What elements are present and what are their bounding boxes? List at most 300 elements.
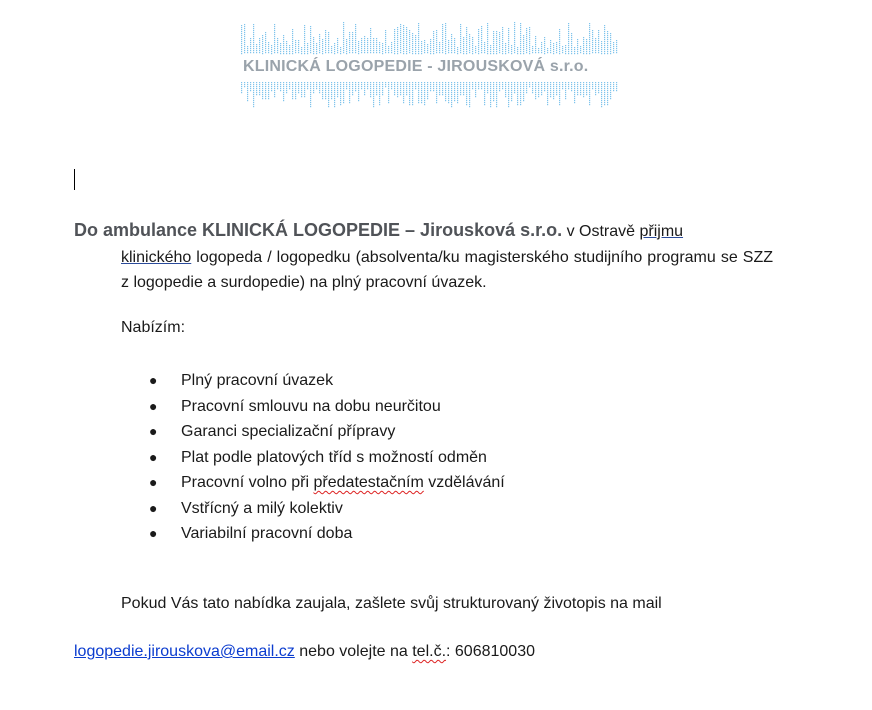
- logo-bar-dot: [271, 53, 272, 54]
- logo-bar-dot: [445, 37, 446, 38]
- logo-bar-dot: [526, 90, 527, 91]
- logo-bar-dot: [379, 90, 380, 91]
- logo-bar-dot: [325, 46, 326, 47]
- logo-bar-dot: [481, 28, 482, 29]
- logo-bar-dot: [379, 50, 380, 51]
- logo-bar-dot: [565, 45, 566, 46]
- logo-bar-dot: [493, 90, 494, 91]
- logo-bar-dot: [352, 92, 353, 93]
- logo-bar-dot: [604, 47, 605, 48]
- logo-bar-dot: [469, 84, 470, 85]
- logo-bar-dot: [292, 31, 293, 32]
- logo-bar-dot: [547, 52, 548, 53]
- logo-bar-dot: [520, 35, 521, 36]
- logo-bar-dot: [352, 50, 353, 51]
- logo-bar-dot: [406, 29, 407, 30]
- logo-bar-dot: [262, 45, 263, 46]
- logo-bar-dot: [241, 92, 242, 93]
- logo-bar-dot: [430, 82, 431, 83]
- logo-bar-dot: [460, 44, 461, 45]
- logo-bar-dot: [382, 86, 383, 87]
- logo-bar-dot: [505, 90, 506, 91]
- logo-bar-dot: [421, 84, 422, 85]
- logo-bar-dot: [319, 48, 320, 49]
- logo-bar-dot: [364, 40, 365, 41]
- logo-bar-dot: [553, 51, 554, 52]
- logo-bar-dot: [538, 50, 539, 51]
- logo-bar-dot: [451, 90, 452, 91]
- logo-bar-dot: [550, 42, 551, 43]
- logo-bar-dot: [499, 42, 500, 43]
- logo-bar-dot: [400, 86, 401, 87]
- logo-bar-dot: [454, 40, 455, 41]
- logo-bar-dot: [610, 92, 611, 93]
- logo-bar-dot: [535, 86, 536, 87]
- list-item-text: Plat podle platových tříd s možností odměn: [181, 448, 487, 466]
- logo-bar-dot: [568, 29, 569, 30]
- logo-bar-dot: [253, 24, 254, 25]
- email-link[interactable]: logopedie.jirouskova@email.cz: [74, 643, 295, 660]
- logo-bar-dot: [460, 32, 461, 33]
- logo-bar-dot: [448, 46, 449, 47]
- logo-bar-dot: [544, 45, 545, 46]
- logo-bar-dot: [352, 82, 353, 83]
- logo-bar-dot: [589, 98, 590, 99]
- logo-bar-dot: [478, 41, 479, 42]
- logo-bar-dot: [610, 86, 611, 87]
- spellcheck-flag[interactable]: tel.č.: [412, 643, 447, 660]
- logo-bar-dot: [496, 51, 497, 52]
- list-item: [121, 521, 505, 547]
- logo-bar-dot: [394, 33, 395, 34]
- logo-bar-dot: [481, 26, 482, 27]
- logo-bar-dot: [541, 84, 542, 85]
- logo-bar-dot: [451, 96, 452, 97]
- logo-bar-dot: [469, 102, 470, 103]
- logo-bar-dot: [487, 35, 488, 36]
- logo-bar-dot: [253, 38, 254, 39]
- logo-bar-dot: [352, 44, 353, 45]
- logo-bar-dot: [274, 30, 275, 31]
- logo-bar-dot: [472, 39, 473, 40]
- logo-bar-dot: [436, 32, 437, 33]
- logo-bar-dot: [493, 45, 494, 46]
- logo-bar-dot: [454, 94, 455, 95]
- logo-bar-dot: [373, 92, 374, 93]
- logo-bar-dot: [394, 47, 395, 48]
- logo-bar-dot: [511, 53, 512, 54]
- logo-bar-dot: [553, 92, 554, 93]
- logo-bar-dot: [364, 38, 365, 39]
- logo-bar-dot: [514, 84, 515, 85]
- logo-bar-dot: [379, 42, 380, 43]
- logo-bar-dot: [418, 82, 419, 83]
- logo-bar-dot: [613, 42, 614, 43]
- logo-bar-dot: [481, 38, 482, 39]
- logo-bar-dot: [442, 38, 443, 39]
- logo-bar-dot: [469, 48, 470, 49]
- logo-bar-dot: [442, 48, 443, 49]
- logo-bar-dot: [493, 98, 494, 99]
- logo-bar-dot: [568, 88, 569, 89]
- logo-bar-dot: [514, 90, 515, 91]
- logo-bar-dot: [274, 32, 275, 33]
- logo-bar-dot: [448, 100, 449, 101]
- logo-bar-dot: [412, 92, 413, 93]
- logo-bar-dot: [247, 86, 248, 87]
- logo-bar-dot: [607, 49, 608, 50]
- logo-bar-dot: [601, 88, 602, 89]
- logo-bar-dot: [358, 86, 359, 87]
- logo-bar-dot: [604, 29, 605, 30]
- logo-bar-dot: [361, 48, 362, 49]
- logo-bar-dot: [268, 42, 269, 43]
- logo-bar-dot: [496, 41, 497, 42]
- logo-bar-dot: [559, 35, 560, 36]
- logo-bar-dot: [595, 42, 596, 43]
- logo-bar-dot: [595, 94, 596, 95]
- logo-bar-dot: [442, 88, 443, 89]
- logo-bar-dot: [616, 88, 617, 89]
- logo-bar-dot: [412, 84, 413, 85]
- logo-bar-dot: [391, 50, 392, 51]
- logo-bar-dot: [325, 84, 326, 85]
- logo-bar-dot: [457, 98, 458, 99]
- logo-bar-dot: [355, 28, 356, 29]
- logo-bar-dot: [583, 47, 584, 48]
- logo-bar-dot: [304, 47, 305, 48]
- logo-bar-dot: [595, 88, 596, 89]
- logo-bar-dot: [286, 45, 287, 46]
- logo-bar-dot: [355, 44, 356, 45]
- logo-bar-dot: [598, 40, 599, 41]
- logo-bar-dot: [250, 86, 251, 87]
- logo-bar-dot: [568, 33, 569, 34]
- logo-bar-dot: [505, 84, 506, 85]
- logo-bar-dot: [469, 50, 470, 51]
- logo-bar-dot: [346, 41, 347, 42]
- logo-bar-dot: [502, 33, 503, 34]
- logo-bar-dot: [493, 100, 494, 101]
- logo-bar-dot: [328, 96, 329, 97]
- logo-bar-dot: [322, 84, 323, 85]
- logo-bar-dot: [439, 52, 440, 53]
- logo-bar-dot: [412, 86, 413, 87]
- logo-bar-dot: [442, 44, 443, 45]
- logo-bar-dot: [520, 29, 521, 30]
- list-item-text: Plný pracovní úvazek: [181, 372, 334, 389]
- logo-bar-dot: [559, 39, 560, 40]
- logo-bar-dot: [514, 42, 515, 43]
- logo-bar-dot: [514, 48, 515, 49]
- logo-bar-dot: [292, 41, 293, 42]
- logo-bar-dot: [466, 86, 467, 87]
- logo-bar-dot: [319, 44, 320, 45]
- logo-bar-dot: [460, 28, 461, 29]
- logo-bar-dot: [439, 84, 440, 85]
- logo-bar-dot: [343, 86, 344, 87]
- logo-bar-dot: [322, 43, 323, 44]
- logo-bar-dot: [253, 100, 254, 101]
- logo-bar-dot: [586, 86, 587, 87]
- logo-bar-dot: [415, 37, 416, 38]
- logo-bar-dot: [457, 47, 458, 48]
- logo-bar-dot: [385, 84, 386, 85]
- logo-bar-dot: [385, 44, 386, 45]
- logo-bar-dot: [565, 51, 566, 52]
- logo-bar-dot: [466, 31, 467, 32]
- logo-bar-dot: [604, 31, 605, 32]
- logo-bar-dot: [538, 88, 539, 89]
- logo-bar-dot: [601, 106, 602, 107]
- logo-bar-dot: [604, 49, 605, 50]
- logo-bar-dot: [274, 38, 275, 39]
- logo-bar-dot: [262, 94, 263, 95]
- logo-bar-dot: [571, 37, 572, 38]
- logo-bar-dot: [496, 102, 497, 103]
- logo-bar-dot: [367, 40, 368, 41]
- logo-bar-dot: [598, 38, 599, 39]
- logo-bar-dot: [601, 53, 602, 54]
- logo-bar-dot: [577, 45, 578, 46]
- logo-bar-dot: [292, 94, 293, 95]
- logo-bar-dot: [589, 29, 590, 30]
- logo-bar-dot: [454, 88, 455, 89]
- logo-bar-dot: [526, 36, 527, 37]
- logo-bar-dot: [481, 30, 482, 31]
- logo-bar-dot: [451, 100, 452, 101]
- logo-bar-dot: [610, 41, 611, 42]
- logo-bar-dot: [502, 49, 503, 50]
- logo-bar-dot: [421, 43, 422, 44]
- logo-bar-dot: [541, 88, 542, 89]
- logo-bar-dot: [388, 50, 389, 51]
- logo-bar-dot: [259, 38, 260, 39]
- logo-bar-dot: [523, 49, 524, 50]
- logo-bar-dot: [283, 35, 284, 36]
- logo-bar-dot: [304, 25, 305, 26]
- logo-bar-dot: [292, 53, 293, 54]
- logo-bar-dot: [292, 47, 293, 48]
- logo-bar-dot: [496, 96, 497, 97]
- logo-bar-dot: [457, 92, 458, 93]
- logo-bar-dot: [445, 86, 446, 87]
- logo-bar-dot: [280, 86, 281, 87]
- logo-bar-dot: [448, 98, 449, 99]
- logo-bar-dot: [421, 45, 422, 46]
- logo-bar-dot: [448, 52, 449, 53]
- logo-bar-dot: [520, 25, 521, 26]
- logo-bar-dot: [466, 49, 467, 50]
- logo-bar-dot: [424, 94, 425, 95]
- logo-bar-dot: [424, 86, 425, 87]
- logo-bar-dot: [583, 90, 584, 91]
- logo-bar-dot: [304, 35, 305, 36]
- logo-bar-dot: [388, 92, 389, 93]
- logo-bar-dot: [277, 82, 278, 83]
- logo-bar-dot: [370, 42, 371, 43]
- logo-bar-dot: [559, 104, 560, 105]
- logo-bar-dot: [559, 41, 560, 42]
- logo-bar-dot: [547, 90, 548, 91]
- logo-bar-dot: [451, 84, 452, 85]
- logo-bar-dot: [592, 86, 593, 87]
- logo-bar-dot: [373, 100, 374, 101]
- logo-bar-dot: [571, 88, 572, 89]
- logo-bar-dot: [334, 96, 335, 97]
- logo-bar-dot: [493, 39, 494, 40]
- logo-bar-dot: [253, 94, 254, 95]
- logo-bar-dot: [595, 86, 596, 87]
- logo-bar-dot: [403, 35, 404, 36]
- logo-bar-dot: [502, 41, 503, 42]
- logo-bar-dot: [301, 53, 302, 54]
- logo-bar-dot: [430, 43, 431, 44]
- logo-bar-dot: [574, 86, 575, 87]
- logo-bar-dot: [505, 96, 506, 97]
- logo-bar-dot: [601, 90, 602, 91]
- logo-bar-dot: [286, 92, 287, 93]
- logo-bar-dot: [253, 32, 254, 33]
- logo-bar-dot: [499, 88, 500, 89]
- logo-bar-dot: [484, 102, 485, 103]
- logo-bar-dot: [460, 86, 461, 87]
- logo-bar-dot: [592, 46, 593, 47]
- logo-bar-dot: [532, 46, 533, 47]
- logo-bar-dot: [511, 82, 512, 83]
- logo-bar-dot: [259, 40, 260, 41]
- logo-bar-dot: [523, 88, 524, 89]
- logo-bar-dot: [262, 88, 263, 89]
- logo-bar-dot: [535, 92, 536, 93]
- logo-bar-dot: [352, 84, 353, 85]
- logo-bar-dot: [445, 82, 446, 83]
- logo-bar-dot: [481, 34, 482, 35]
- logo-bar-dot: [367, 84, 368, 85]
- logo-bar-dot: [547, 92, 548, 93]
- logo-bar-dot: [358, 92, 359, 93]
- logo-bar-dot: [472, 43, 473, 44]
- logo-bar-dot: [574, 88, 575, 89]
- logo-bar-dot: [373, 90, 374, 91]
- logo-bar-dot: [595, 46, 596, 47]
- logo-bar-dot: [283, 53, 284, 54]
- logo-bar-dot: [325, 32, 326, 33]
- logo-bar-dot: [538, 96, 539, 97]
- logo-bar-dot: [433, 84, 434, 85]
- logo-bar-dot: [433, 88, 434, 89]
- logo-bar-dot: [583, 94, 584, 95]
- logo-bar-dot: [349, 88, 350, 89]
- logo-bar-dot: [301, 96, 302, 97]
- logo-bar-dot: [355, 30, 356, 31]
- logo-bar-dot: [316, 49, 317, 50]
- logo-bar-dot: [286, 49, 287, 50]
- logo-bar-dot: [544, 88, 545, 89]
- logo-bar-dot: [349, 48, 350, 49]
- logo-bar-dot: [580, 82, 581, 83]
- logo-bar-dot: [550, 50, 551, 51]
- logo-bar-dot: [283, 86, 284, 87]
- logo-bar-dot: [472, 49, 473, 50]
- logo-bar-dot: [253, 82, 254, 83]
- logo-bar-dot: [265, 52, 266, 53]
- logo-bar-dot: [484, 94, 485, 95]
- logo-bar-dot: [406, 47, 407, 48]
- logo-bar-dot: [544, 82, 545, 83]
- logo-bar-dot: [589, 23, 590, 24]
- logo-bar-dot: [277, 46, 278, 47]
- logo-bar-dot: [406, 45, 407, 46]
- logo-bar-dot: [418, 88, 419, 89]
- logo-bar-dot: [574, 53, 575, 54]
- logo-bar-dot: [442, 34, 443, 35]
- logo-bar-dot: [568, 35, 569, 36]
- logo-bar-dot: [550, 88, 551, 89]
- logo-bar-dot: [295, 44, 296, 45]
- logo-bar-dot: [544, 49, 545, 50]
- logo-bar-dot: [526, 82, 527, 83]
- logo-bar-dot: [475, 96, 476, 97]
- logo-bar-dot: [310, 34, 311, 35]
- logo-bar-dot: [484, 98, 485, 99]
- logo-bar-dot: [376, 82, 377, 83]
- logo-bar-dot: [262, 49, 263, 50]
- logo-bar-dot: [556, 44, 557, 45]
- logo-bar-dot: [592, 50, 593, 51]
- logo-bar-dot: [535, 88, 536, 89]
- logo-bar-dot: [508, 40, 509, 41]
- logo-bar-dot: [574, 84, 575, 85]
- logo-bar-dot: [241, 33, 242, 34]
- logo-bar-dot: [295, 98, 296, 99]
- logo-bar-dot: [421, 47, 422, 48]
- logo-bar-dot: [268, 96, 269, 97]
- logo-bar-dot: [310, 50, 311, 51]
- logo-bar-dot: [274, 26, 275, 27]
- logo-bar-dot: [448, 82, 449, 83]
- spellcheck-flag[interactable]: předatestačním: [313, 474, 424, 491]
- logo-bar-dot: [463, 37, 464, 38]
- logo-bar-dot: [451, 98, 452, 99]
- logo-bar-dot: [436, 38, 437, 39]
- logo-bar-dot: [418, 45, 419, 46]
- logo-bar-dot: [394, 37, 395, 38]
- logo-bar-dot: [382, 90, 383, 91]
- logo-bar-dot: [418, 23, 419, 24]
- logo-bar-dot: [442, 46, 443, 47]
- logo-bar-dot: [526, 84, 527, 85]
- list-item: [121, 419, 505, 445]
- logo-bar-dot: [433, 53, 434, 54]
- logo-bar-dot: [520, 104, 521, 105]
- logo-bar-dot: [421, 53, 422, 54]
- logo-bar-dot: [256, 86, 257, 87]
- logo-bar-dot: [607, 41, 608, 42]
- logo-bar-dot: [262, 86, 263, 87]
- logo-bar-dot: [508, 92, 509, 93]
- logo-bar-dot: [598, 82, 599, 83]
- logo-bar-dot: [370, 86, 371, 87]
- logo-bar-dot: [391, 88, 392, 89]
- logo-bar-dot: [439, 82, 440, 83]
- logo-bar-dot: [466, 90, 467, 91]
- logo-bar-dot: [484, 52, 485, 53]
- logo-bar-dot: [529, 82, 530, 83]
- logo-bar-dot: [502, 88, 503, 89]
- logo-bar-dot: [373, 98, 374, 99]
- logo-bar-dot: [541, 44, 542, 45]
